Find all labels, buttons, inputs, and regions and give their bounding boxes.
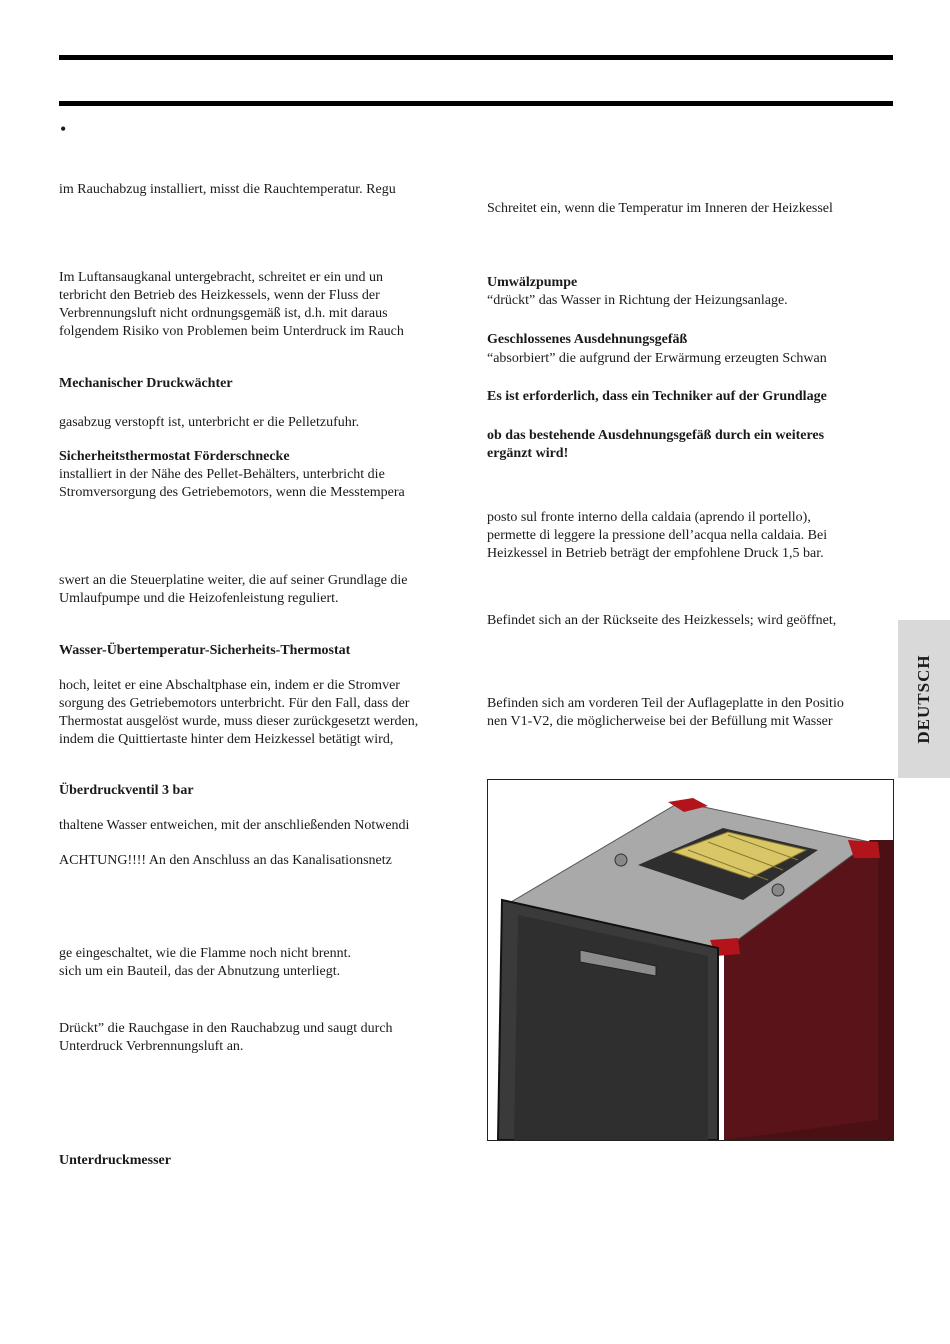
left-paragraph-10-line-0: thaltene Wasser entweichen, mit der anschließenden Notwendi (59, 818, 410, 833)
left-paragraph-1-line-0: Im Luftansaugkanal untergebracht, schreitet er ein und un (59, 270, 383, 285)
left-paragraph-14-line-0: Unterdruckmesser (59, 1153, 171, 1168)
right-paragraph-9-line-0: Befinden sich am vorderen Teil der Auflageplatte in den Positio (487, 696, 844, 711)
left-paragraph-13-line-1: Unterdruck Verbrennungsluft an. (59, 1039, 244, 1054)
right-paragraph-6-line-0: ob das bestehende Ausdehnungsgefäß durch ein weiteres (487, 428, 825, 443)
left-paragraph-1 (59, 269, 404, 341)
header-rule-top (59, 55, 893, 60)
left-paragraph-6 (59, 572, 408, 608)
left-paragraph-8-line-2: Thermostat ausgelöst wurde, muss dieser zurückgesetzt werden, (59, 714, 419, 729)
left-paragraph-3-line-0: gasabzug verstopft ist, unterbricht er die Pelletzufuhr. (59, 415, 360, 430)
left-paragraph-7-line-0: Wasser-Übertemperatur-Sicherheits-Thermostat (59, 643, 351, 658)
right-paragraph-6 (487, 427, 824, 463)
left-paragraph-0 (59, 181, 396, 199)
left-paragraph-2-line-0: Mechanischer Druckwächter (59, 376, 233, 391)
boiler-illustration (487, 779, 894, 1141)
left-paragraph-6-line-0: swert an die Steuerplatine weiter, die auf seiner Grundlage die (59, 573, 408, 588)
left-paragraph-8-line-0: hoch, leitet er eine Abschaltphase ein, indem er die Stromver (59, 678, 400, 693)
left-paragraph-4 (59, 448, 290, 466)
left-paragraph-2 (59, 375, 233, 393)
header-rule-bottom (59, 101, 893, 106)
boiler-illustration-svg (488, 780, 893, 1140)
right-paragraph-1-line-0: Umwälzpumpe (487, 275, 578, 290)
left-paragraph-14 (59, 1152, 171, 1170)
left-paragraph-5-line-0: installiert in der Nähe des Pellet-Behälters, unterbricht die (59, 467, 385, 482)
left-paragraph-9-line-0: Überdruckventil 3 bar (59, 783, 194, 798)
left-paragraph-11 (59, 852, 392, 870)
language-tab-label: DEUTSCH (914, 654, 933, 744)
left-paragraph-13 (59, 1020, 393, 1056)
right-paragraph-7-line-0: posto sul fronte interno della caldaia (aprendo il portello), (487, 510, 811, 525)
left-paragraph-7 (59, 642, 350, 660)
right-paragraph-9-line-1: nen V1-V2, die möglicherweise bei der Befüllung mit Wasser (487, 714, 833, 729)
right-paragraph-4-line-0: “absorbiert” die aufgrund der Erwärmung erzeugten Schwan (487, 351, 827, 366)
right-paragraph-5-line-0: Es ist erforderlich, dass ein Techniker auf der Grundlage (487, 389, 827, 404)
right-paragraph-2 (487, 292, 788, 310)
right-paragraph-3 (487, 331, 687, 349)
left-paragraph-12-line-0: ge eingeschaltet, wie die Flamme noch nicht brennt. (59, 946, 351, 961)
left-paragraph-5-line-1: Stromversorgung des Getriebemotors, wenn die Messtempera (59, 485, 405, 500)
left-paragraph-13-line-0: Drückt” die Rauchgase in den Rauchabzug und saugt durch (59, 1021, 393, 1036)
left-paragraph-6-line-1: Umlaufpumpe und die Heizofenleistung reguliert. (59, 591, 339, 606)
fitting-right (772, 884, 784, 896)
right-paragraph-6-line-1: ergänzt wird! (487, 446, 569, 461)
right-paragraph-8 (487, 612, 836, 630)
left-paragraph-12-line-1: sich um ein Bauteil, das der Abnutzung unterliegt. (59, 964, 341, 979)
left-paragraph-1-line-3: folgendem Risiko von Problemen beim Unterdruck im Rauch (59, 324, 404, 339)
right-paragraph-5 (487, 388, 827, 406)
left-paragraph-4-line-0: Sicherheitsthermostat Förderschnecke (59, 449, 290, 464)
left-paragraph-5 (59, 466, 405, 502)
right-paragraph-4 (487, 350, 827, 368)
right-paragraph-0-line-0: Schreitet ein, wenn die Temperatur im Inneren der Heizkessel (487, 201, 833, 216)
left-paragraph-0-line-0: im Rauchabzug installiert, misst die Rauchtemperatur. Regu (59, 182, 396, 197)
right-paragraph-7-line-2: Heizkessel in Betrieb beträgt der empfohlene Druck 1,5 bar. (487, 546, 824, 561)
left-paragraph-8 (59, 677, 418, 749)
right-paragraph-0 (487, 200, 833, 218)
left-paragraph-11-line-0: ACHTUNG!!!! An den Anschluss an das Kanalisationsnetz (59, 853, 392, 868)
left-paragraph-9 (59, 782, 194, 800)
left-paragraph-10 (59, 817, 409, 835)
fitting-left (615, 854, 627, 866)
left-paragraph-3 (59, 414, 359, 432)
right-paragraph-8-line-0: Befindet sich an der Rückseite des Heizkessels; wird geöffnet, (487, 613, 837, 628)
language-tab (898, 620, 950, 778)
left-paragraph-12 (59, 945, 351, 981)
left-paragraph-1-line-2: Verbrennungsluft nicht ordnungsgemäß ist, d.h. mit daraus (59, 306, 388, 321)
right-paragraph-7 (487, 509, 827, 563)
right-paragraph-9 (487, 695, 844, 731)
left-paragraph-1-line-1: terbricht den Betrieb des Heizkessels, wenn der Fluss der (59, 288, 380, 303)
right-paragraph-7-line-1: permette di leggere la pressione dell’acqua nella caldaia. Bei (487, 528, 828, 543)
right-paragraph-1 (487, 274, 577, 292)
left-paragraph-8-line-1: sorgung des Getriebemotors unterbricht. Für den Fall, dass der (59, 696, 410, 711)
left-paragraph-8-line-3: indem die Quittiertaste hinter dem Heizkessel betätigt wird, (59, 732, 394, 747)
bullet-marker: • (60, 119, 67, 139)
right-paragraph-2-line-0: “drückt” das Wasser in Richtung der Heizungsanlage. (487, 293, 788, 308)
right-paragraph-3-line-0: Geschlossenes Ausdehnungsgefäß (487, 332, 688, 347)
